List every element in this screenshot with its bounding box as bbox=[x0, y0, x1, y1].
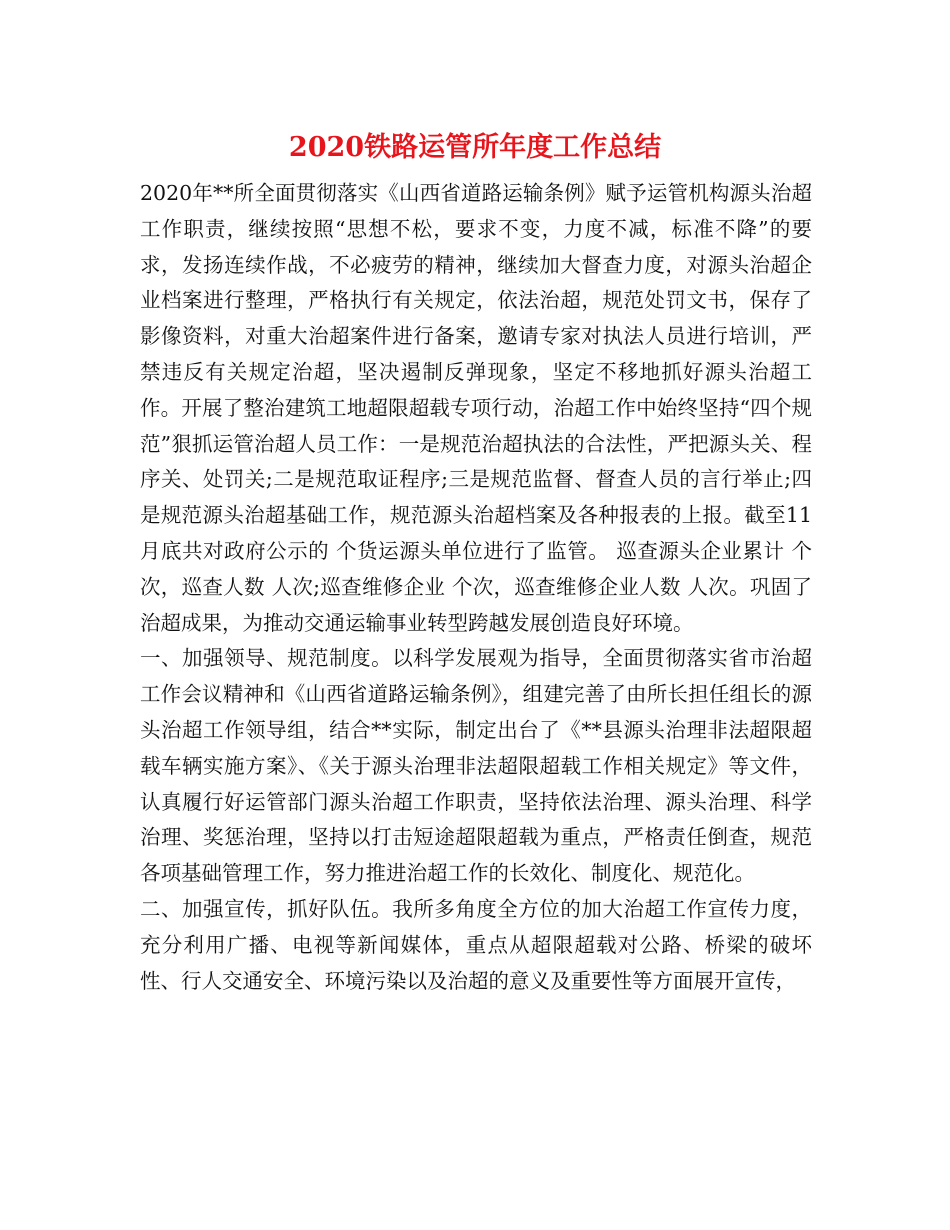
paragraph-section-2: 二、加强宣传，抓好队伍。我所多角度全方位的加大治超工作宣传力度，充分利用广播、电视等新闻媒体，重点从超限超载对公路、桥梁的破坏性、行人交通安全、环境污染以及治超的意义及重要性等方面展开宣传， bbox=[140, 896, 812, 993]
paragraph-section-1: 一、加强领导、规范制度。以科学发展观为指导，全面贯彻落实省市治超工作会议精神和《山西省道路运输条例》，组建完善了由所长担任组长的源头治超工作领导组，结合**实际，制定出台了《**县源头治理非法超限超载车辆实施方案》、《关于源头治理非法超限超载工作相关规定》等文件，认真履行好运管部门源头治超工作职责，坚持依法治理、源头治理、科学治理、奖惩治理，坚持以打击短途超限超载为重点，严格责任倒查，规范各项基础管理工作，努力推进治超工作的长效化、制度化、规范化。 bbox=[140, 646, 812, 886]
document-title: 2020铁路运管所年度工作总结 bbox=[288, 132, 662, 163]
paragraph-intro: 2020年**所全面贯彻落实《山西省道路运输条例》赋予运管机构源头治超工作职责，继续按照“思想不松，要求不变，力度不减，标准不降”的要求，发扬连续作战，不必疲劳的精神，继续加大督查力度，对源头治超企业档案进行整理，严格执行有关规定，依法治超，规范处罚文书，保存了影像资料，对重大治超案件进行备案，邀请专家对执法人员进行培训，严禁违反有关规定治超，坚决遏制反弹现象，坚定不移地抓好源头治超工作。开展了整治建筑工地超限超载专项行动，治超工作中始终坚持“四个规范”狠抓运管治超人员工作：一是规范治超执法的合法性，严把源头关、程序关、处罚关;二是规范取证程序;三是规范监督、督查人员的言行举止;四是规范源头治超基础工作，规范源头治超档案及各种报表的上报。截至11月底共对政府公示的 个货运源头单位进行了监管。 巡查源头企业累计 个次，巡查人数 人次;巡查维修企业 个次，巡查维修企业人数 人次。巩固了治超成果，为推动交通运输事业转型跨越发展创造良好环境。 bbox=[140, 181, 812, 635]
document-body bbox=[140, 176, 812, 999]
